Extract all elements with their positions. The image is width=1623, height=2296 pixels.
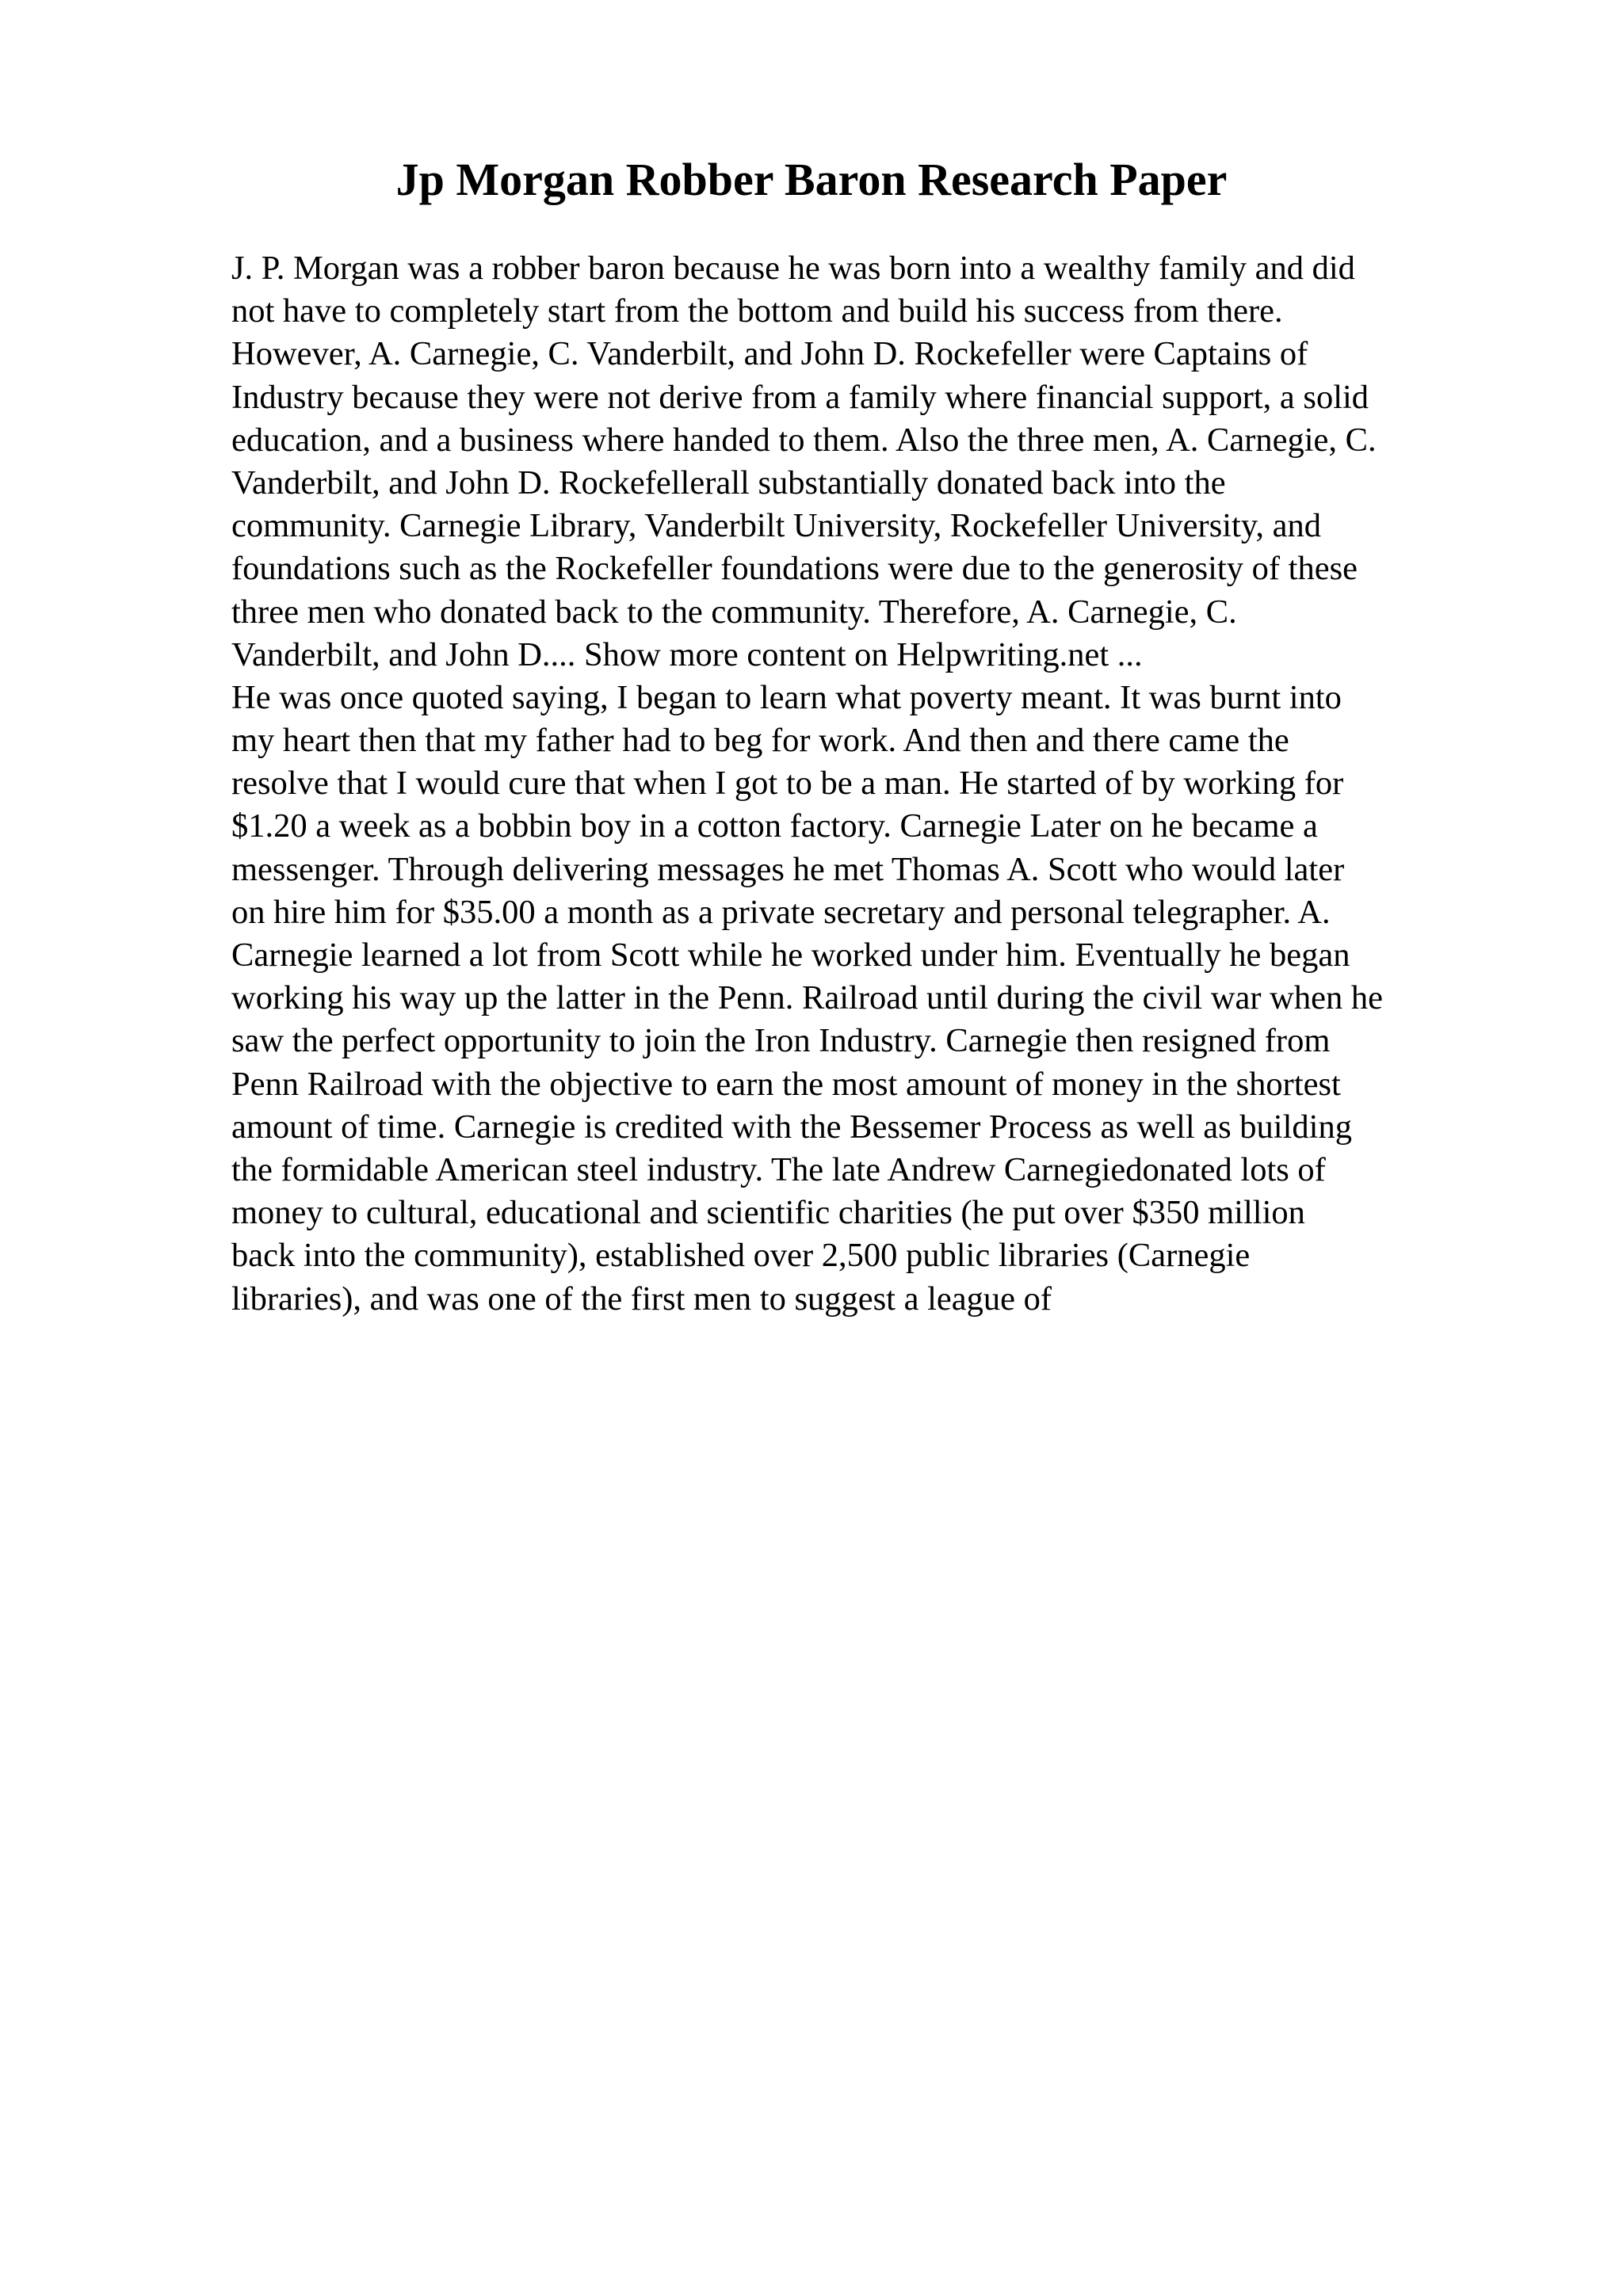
body-line: three men who donated back to the community. Therefore, A. Carnegie, C. — [231, 593, 1237, 631]
body-line: not have to completely start from the bottom and build his success from there. — [231, 292, 1283, 330]
document-title: Jp Morgan Robber Baron Research Paper — [395, 154, 1228, 205]
body-line: J. P. Morgan was a robber baron because he was born into a wealthy family and did — [231, 250, 1355, 287]
body-line: Vanderbilt, and John D.... Show more content on Helpwriting.net ... — [231, 635, 1143, 673]
body-line: messenger. Through delivering messages he met Thomas A. Scott who would later — [231, 850, 1345, 888]
body-line: He was once quoted saying, I began to learn what poverty meant. It was burnt into — [231, 678, 1342, 716]
body-line: education, and a business where handed to them. Also the three men, A. Carnegie, C. — [231, 421, 1377, 459]
document-body — [231, 247, 1515, 1321]
body-line: money to cultural, educational and scientific charities (he put over $350 million — [231, 1194, 1305, 1232]
body-line: $1.20 a week as a bobbin boy in a cotton factory. Carnegie Later on he became a — [231, 807, 1318, 845]
body-line: the formidable American steel industry. The late Andrew Carnegiedonated lots of — [231, 1150, 1326, 1188]
body-line: libraries), and was one of the first men to suggest a league of — [231, 1280, 1052, 1318]
body-line: amount of time. Carnegie is credited with the Bessemer Process as well as building — [231, 1108, 1352, 1146]
body-line: resolve that I would cure that when I got to be a man. He started of by working for — [231, 765, 1344, 803]
body-line: Carnegie learned a lot from Scott while he worked under him. Eventually he began — [231, 936, 1350, 974]
body-line: working his way up the latter in the Penn. Railroad until during the civil war when he — [231, 979, 1383, 1017]
body-line: Vanderbilt, and John D. Rockefellerall substantially donated back into the — [231, 463, 1226, 502]
body-line: foundations such as the Rockefeller foundations were due to the generosity of these — [231, 550, 1358, 588]
body-line: Penn Railroad with the objective to earn the most amount of money in the shortest — [231, 1065, 1341, 1103]
body-line: on hire him for $35.00 a month as a private secretary and personal telegrapher. A. — [231, 893, 1331, 931]
body-line: Industry because they were not derive from a family where financial support, a solid — [231, 378, 1369, 416]
body-line: my heart then that my father had to beg for work. And then and there came the — [231, 722, 1289, 760]
body-line: saw the perfect opportunity to join the Iron Industry. Carnegie then resigned from — [231, 1022, 1331, 1060]
body-line: community. Carnegie Library, Vanderbilt University, Rockefeller University, and — [231, 507, 1321, 545]
body-line: However, A. Carnegie, C. Vanderbilt, and John D. Rockefeller were Captains of — [231, 335, 1308, 373]
body-line: back into the community), established over 2,500 public libraries (Carnegie — [231, 1237, 1251, 1275]
